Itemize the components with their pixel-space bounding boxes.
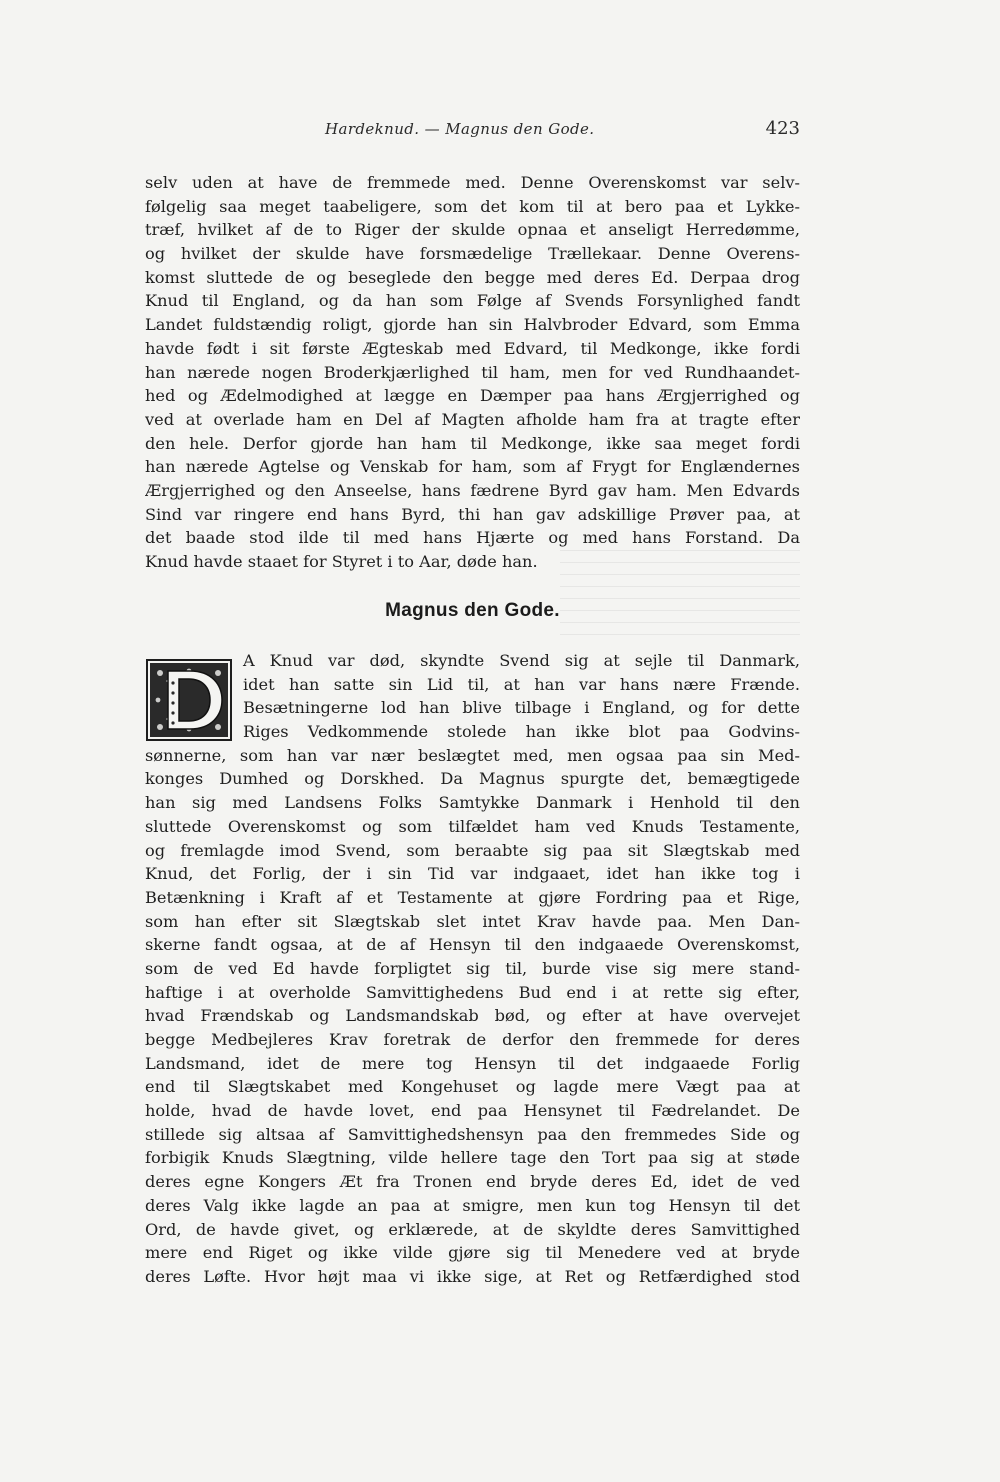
text-line: han nærede Agtelse og Venskab for ham, som af Frygt for Englændernes	[145, 457, 800, 477]
text-line: træf, hvilket af de to Riger der skulde opnaa et anseligt Herredømme,	[145, 220, 800, 240]
text-line: sluttede Overenskomst og som tilfældet ham ved Knuds Testamente,	[145, 816, 800, 836]
text-line: som de ved Ed havde forpligtet sig til, burde vise sig mere stand-	[145, 958, 800, 978]
text-line: begge Medbejleres Krav foretrak de derfor den fremmede for deres	[145, 1030, 800, 1049]
text-line: deres egne Kongers Æt fra Tronen end bryde deres Ed, idet de ved	[145, 1172, 800, 1192]
text-line: Besætningerne lod han blive tilbage i England, og for dette	[243, 698, 800, 718]
text-line: ved at overlade ham en Del af Magten afholde ham fra at tragte efter	[145, 409, 800, 429]
text-line: deres Løfte. Hvor højt maa vi ikke sige, at Ret og Retfærdighed stod	[145, 1266, 800, 1286]
paragraph-magnus	[145, 649, 800, 1289]
paragraph-hardeknud	[145, 171, 800, 574]
text-line: han nærede nogen Broderkjærlighed til ham, men for ved Rundhaandet-	[145, 362, 800, 382]
text-line: Knud, det Forlig, der i sin Tid var indgaaet, idet han ikke tog i	[145, 864, 800, 884]
text-line: den hele. Derfor gjorde han ham til Medkonge, ikke saa meget fordi	[145, 433, 800, 453]
text-line: det baade stod ilde til med hans Hjærte og med hans Forstand. Da	[145, 528, 800, 548]
text-line: hvad Frændskab og Landsmandskab bød, og efter at have overvejet	[145, 1006, 800, 1026]
text-line: Ord, de havde givet, og erklærede, at de skyldte deres Samvittighed	[145, 1219, 800, 1239]
text-line: havde født i sit første Ægteskab med Edvard, til Medkonge, ikke fordi	[145, 338, 800, 358]
text-line: hed og Ædelmodighed at lægge en Dæmper paa hans Ærgjerrighed og	[145, 386, 800, 406]
text-line: Landsmand, idet de mere tog Hensyn til det indgaaede Forlig	[145, 1053, 800, 1073]
text-line: Ærgjerrighed og den Anseelse, hans fædrene Byrd gav ham. Men Edvards	[145, 480, 800, 500]
text-line: og fremlagde imod Svend, som beraabte sig paa sit Slægtskab med	[145, 840, 800, 860]
text-line: haftige i at overholde Samvittighedens Bud end i at rette sig efter,	[145, 982, 800, 1002]
page-number: 423	[765, 118, 800, 139]
text-line: selv uden at have de fremmede med. Denne Overenskomst var selv-	[145, 173, 800, 192]
text-line: Knud havde staaet for Styret i to Aar, døde han.	[145, 552, 538, 571]
text-line: mere end Riget og ikke vilde gjøre sig til Menedere ved at bryde	[145, 1243, 800, 1263]
text-line: konges Dumhed og Dorskhed. Da Magnus spurgte det, bemægtigede	[145, 769, 800, 789]
running-head	[145, 120, 800, 146]
text-line: Sind var ringere end hans Byrd, thi han gav adskillige Prøver paa, at	[145, 504, 800, 524]
running-title: Hardeknud. — Magnus den Gode.	[325, 120, 595, 138]
text-line: sønnerne, som han var nær beslægtet med, men ogsaa paa sin Med-	[145, 745, 800, 765]
text-line: komst sluttede de og beseglede den begge med deres Ed. Derpaa drog	[145, 267, 800, 287]
text-line: idet han satte sin Lid til, at han var hans nære Frænde.	[243, 674, 800, 694]
text-line: end til Slægtskabet med Kongehuset og lagde mere Vægt paa at	[145, 1077, 800, 1097]
text-line: som han efter sit Slægtskab slet intet Krav havde paa. Men Dan-	[145, 911, 800, 931]
text-line: og hvilket der skulde have forsmædelige Trællekaar. Denne Overens-	[145, 244, 800, 264]
text-line: Knud til England, og da han som Følge af Svends Forsynlighed fandt	[145, 291, 800, 311]
text-line: A Knud var død, skyndte Svend sig at sejle til Danmark,	[243, 651, 800, 670]
text-line: Betænkning i Kraft af et Testamente at gjøre Fordring paa et Rige,	[145, 887, 800, 907]
text-line: forbigik Knuds Slægtning, vilde hellere tage den Tort paa sig at støde	[145, 1148, 800, 1168]
text-line: skerne fandt ogsaa, at de af Hensyn til den indgaaede Overenskomst,	[145, 935, 800, 955]
section-heading: Magnus den Gode.	[385, 600, 560, 621]
text-line: følgelig saa meget taabeligere, som det kom til at bero paa et Lykke-	[145, 196, 800, 216]
text-line: stillede sig altsaa af Samvittighedshensyn paa den fremmedes Side og	[145, 1124, 800, 1144]
text-line: Riges Vedkommende stolede han ikke blot paa Godvins-	[243, 722, 800, 742]
text-line: holde, hvad de havde lovet, end paa Hensynet til Fædrelandet. De	[145, 1101, 800, 1121]
text-line: Landet fuldstændig roligt, gjorde han sin Halvbroder Edvard, som Emma	[145, 315, 800, 335]
text-line: han sig med Landsens Folks Samtykke Danmark i Henhold til den	[145, 793, 800, 813]
text-line: deres Valg ikke lagde an paa at smigre, men kun tog Hensyn til det	[145, 1195, 800, 1215]
